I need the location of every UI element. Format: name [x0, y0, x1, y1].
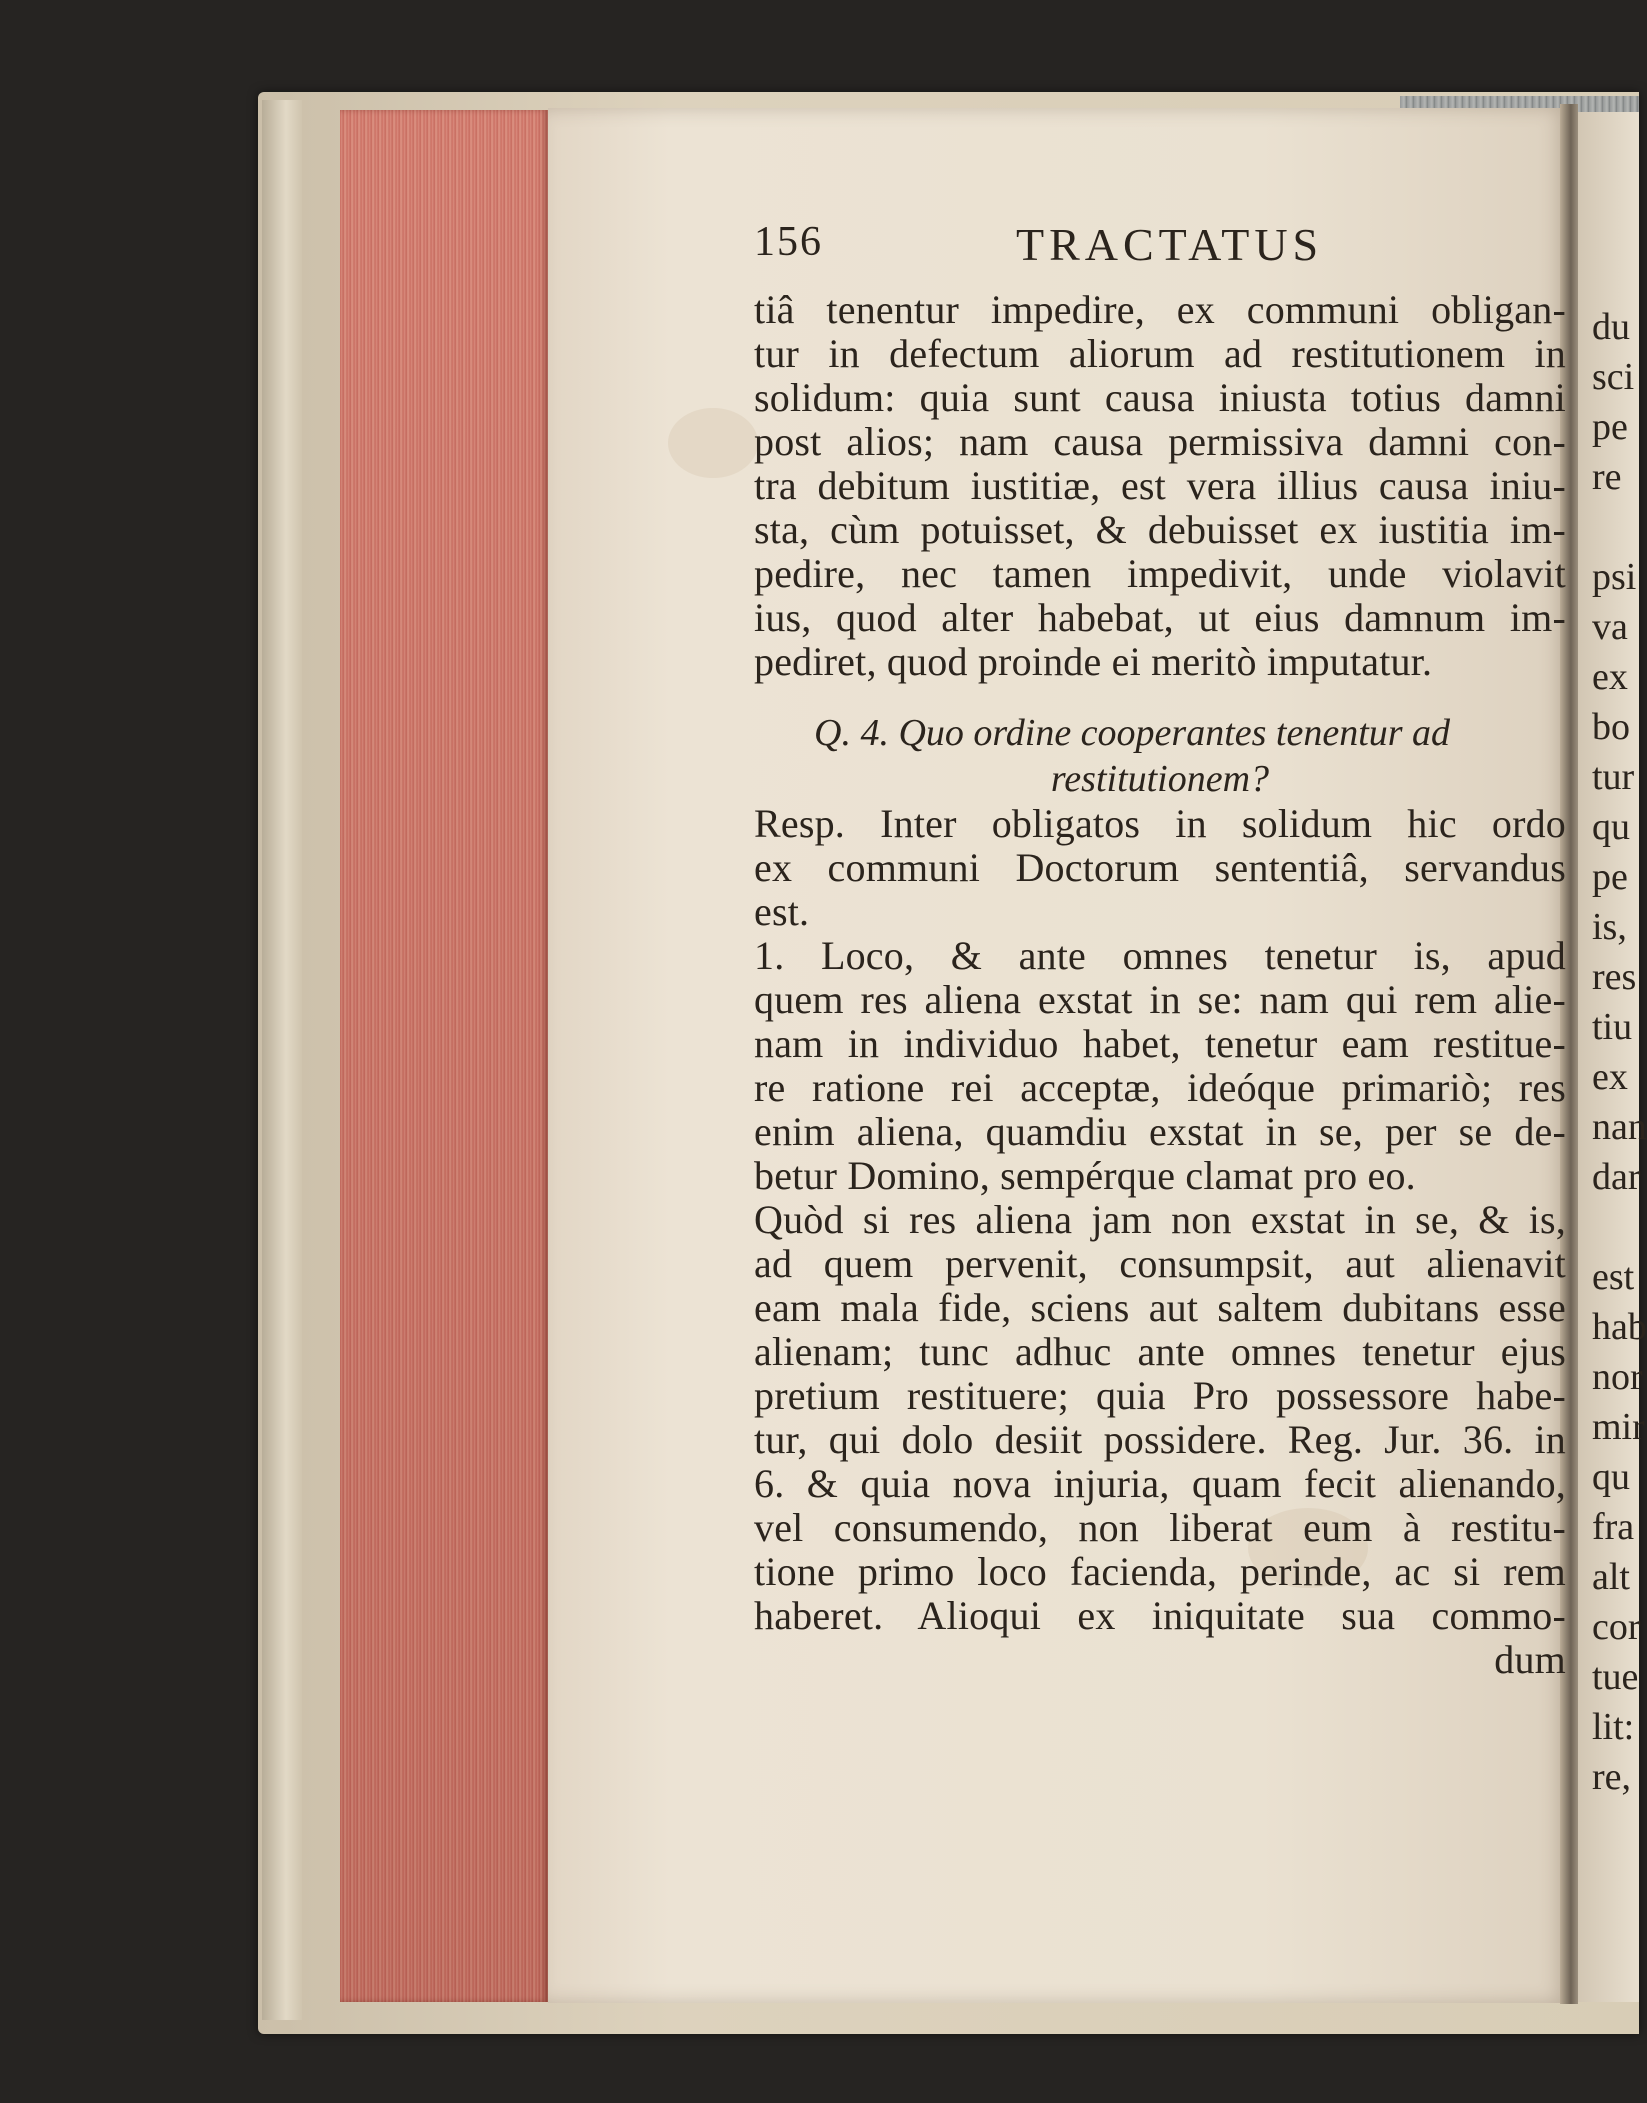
question-heading: Q. 4. Quo ordine cooperantes tenentur ad — [814, 712, 1451, 754]
right-page-line-fragment: cor — [1592, 1606, 1641, 1648]
right-page-line-fragment: re, — [1592, 1756, 1632, 1798]
right-page-line-fragment: sci — [1592, 356, 1635, 398]
right-page-line-fragment: tue — [1592, 1656, 1639, 1698]
catchword: dum — [1494, 1637, 1566, 1682]
text-line: eam mala fide, sciens aut saltem dubitans esse — [754, 1285, 1566, 1330]
question-heading: restitutionem? — [1050, 758, 1270, 800]
text-line: tione primo loco facienda, perinde, ac si rem — [754, 1549, 1566, 1594]
text-line: 1. Loco, & ante omnes tenetur is, apud — [754, 933, 1566, 978]
fore-edge-shading — [340, 110, 548, 2002]
text-line: tiâ tenentur impedire, ex communi obligan- — [754, 287, 1566, 332]
running-head: TRACTATUS — [1016, 219, 1324, 270]
text-line: vel consumendo, non liberat eum à restitu- — [754, 1505, 1566, 1550]
paper-stain — [668, 408, 758, 478]
text-line: Resp. Inter obligatos in solidum hic ordo — [754, 801, 1566, 846]
text-line: quem res aliena exstat in se: nam qui rem alie- — [754, 977, 1566, 1022]
text-line: pediret, quod proinde ei meritò imputatur. — [754, 639, 1433, 684]
text-line: pedire, nec tamen impedivit, unde violavit — [754, 551, 1566, 596]
right-page-line-fragment: alt — [1592, 1556, 1630, 1598]
right-page-line-fragment: tur — [1592, 756, 1635, 798]
spacer — [754, 684, 1566, 710]
text-line: tra debitum iustitiæ, est vera illius causa iniu- — [754, 463, 1566, 508]
text-line: haberet. Alioqui ex iniquitate sua commo- — [754, 1593, 1566, 1638]
text-line: ex communi Doctorum sententiâ, servandus — [754, 845, 1566, 890]
right-page-line-fragment: lit: — [1592, 1706, 1635, 1748]
right-page-line-fragment: dar — [1592, 1156, 1641, 1198]
page-header — [754, 218, 1566, 288]
right-page-line-fragment: mir — [1592, 1406, 1645, 1448]
right-page-line-fragment: bo — [1592, 706, 1630, 748]
text-line: solidum: quia sunt causa iniusta totius damni — [754, 375, 1566, 420]
text-line: Quòd si res aliena jam non exstat in se, & is, — [754, 1197, 1566, 1242]
right-page-line-fragment: nan — [1592, 1106, 1647, 1148]
text-line: est. — [754, 889, 810, 934]
right-page-line-fragment: va — [1592, 606, 1628, 648]
text-line: post alios; nam causa permissiva damni con- — [754, 419, 1566, 464]
page-text-block — [754, 218, 1566, 1682]
text-line: 6. & quia nova injuria, quam fecit alienando, — [754, 1461, 1566, 1506]
right-page-line-fragment — [1578, 502, 1639, 552]
right-page-line-fragment: ex — [1592, 1056, 1628, 1098]
right-page-line-fragment: res — [1592, 956, 1637, 998]
right-page-line-fragment: qu — [1592, 1456, 1630, 1498]
text-line: ad quem pervenit, consumpsit, aut alienavit — [754, 1241, 1566, 1286]
right-page-line-fragment: nor — [1592, 1356, 1643, 1398]
page-body — [754, 288, 1566, 1682]
text-line: pretium restituere; quia Pro possessore habe- — [754, 1373, 1566, 1418]
text-line: alienam; tunc adhuc ante omnes tenetur ejus — [754, 1329, 1566, 1374]
right-page-line-fragment: tiu — [1592, 1006, 1633, 1048]
right-page-line-fragment: est — [1592, 1256, 1635, 1298]
right-page-line-fragment: hab — [1592, 1306, 1647, 1348]
text-line: tur, qui dolo desiit possidere. Reg. Jur. 36. in — [754, 1417, 1566, 1462]
right-page-text — [1578, 112, 1647, 1802]
page-number: 156 — [754, 219, 823, 265]
right-page-line-fragment: pe — [1592, 406, 1628, 448]
right-page-line-fragment: du — [1592, 306, 1630, 348]
text-line: tur in defectum aliorum ad restitutionem in — [754, 331, 1566, 376]
right-page-line-fragment: fra — [1592, 1506, 1635, 1548]
right-page-line-fragment: re — [1592, 456, 1622, 498]
text-line: betur Domino, sempérque clamat pro eo. — [754, 1153, 1416, 1198]
cover-edge — [262, 100, 302, 2020]
right-page-fragment — [1578, 112, 1647, 2002]
right-page-line-fragment: is, — [1592, 906, 1627, 948]
text-line: sta, cùm potuisset, & debuisset ex iustitia im- — [754, 507, 1566, 552]
right-page-line-fragment: qu — [1592, 806, 1630, 848]
text-line: re ratione rei acceptæ, ideóque primariò; res — [754, 1065, 1566, 1110]
right-page-line-fragment: pe — [1592, 856, 1628, 898]
right-page-line-fragment: psi — [1592, 556, 1637, 598]
text-line: ius, quod alter habebat, ut eius damnum im- — [754, 595, 1566, 640]
text-line: enim aliena, quamdiu exstat in se, per se de- — [754, 1109, 1566, 1154]
right-page-line-fragment — [1578, 1202, 1639, 1252]
right-page-line-fragment: ex — [1592, 656, 1628, 698]
text-line: nam in individuo habet, tenetur eam restitue- — [754, 1021, 1566, 1066]
